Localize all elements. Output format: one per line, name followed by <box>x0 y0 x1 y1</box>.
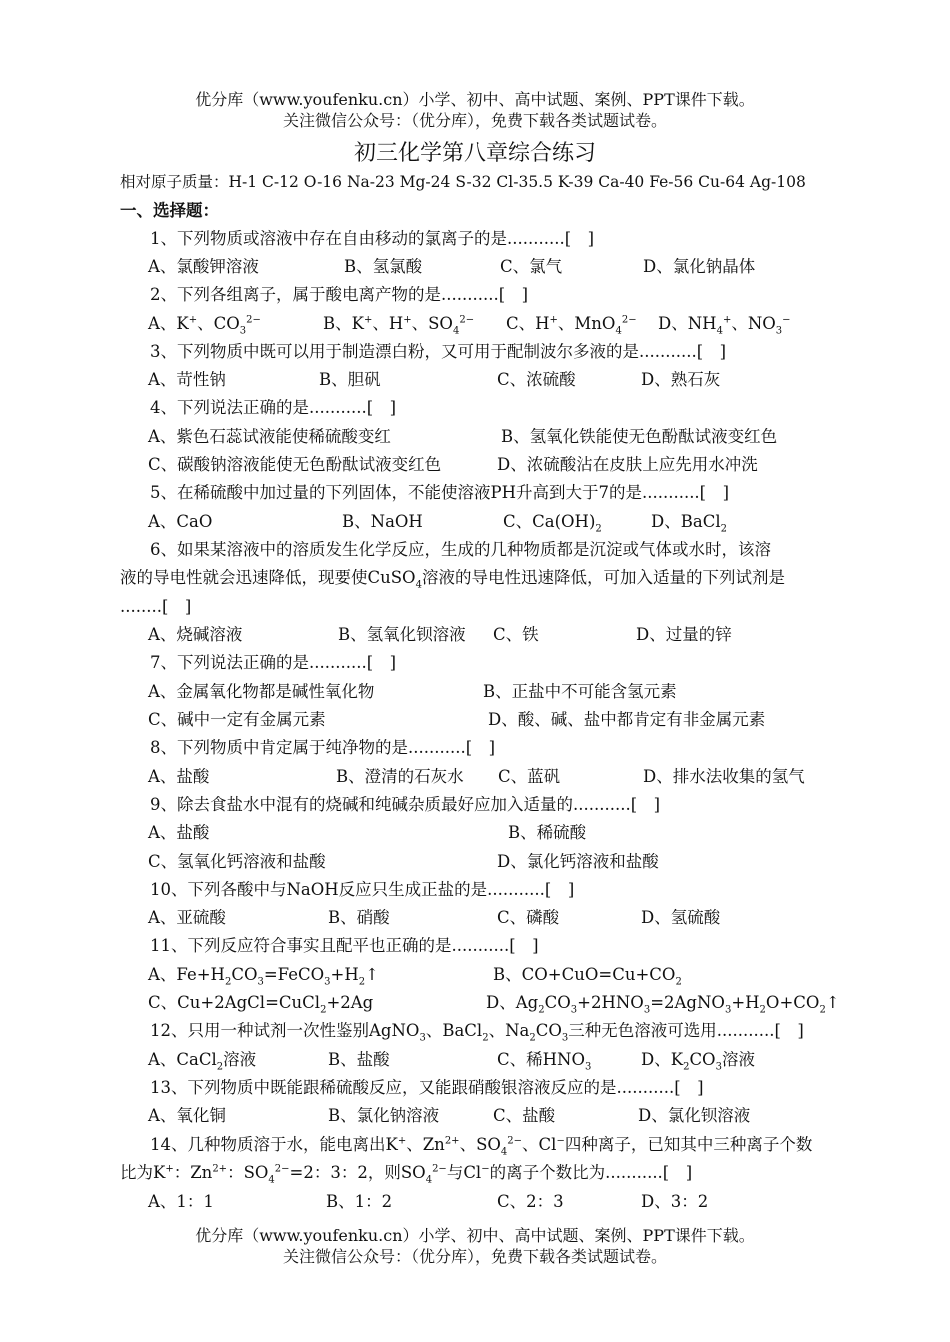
question-6-stem-line2: 液的导电性就会迅速降低，现要使CuSO$_4$溶液的导电性迅速降低，可加入适量的下列试剂是 <box>120 568 785 591</box>
question-12-stem: 12、只用一种试剂一次性鉴别AgNO$_3$、BaCl$_2$、$Na_2CO_3$三种无色溶液可选用...........[ ] <box>150 1021 804 1044</box>
option-b: B、$CO+CuO=Cu+CO_2$ <box>493 965 682 988</box>
question-6-stem-line3: ........[ ] <box>120 597 192 616</box>
question-1-stem: 1、下列物质或溶液中存在自由移动的氯离子的是...........[ ] <box>150 229 595 248</box>
option-d: D、氯化钠晶体 <box>643 257 756 276</box>
option-c: C、2：3 <box>497 1192 564 1211</box>
option-c: C、铁 <box>493 625 539 644</box>
header-line-2: 关注微信公众号：（优分库），免费下载各类试题试卷。 <box>282 111 667 130</box>
option-c: C、蓝矾 <box>498 767 561 786</box>
option-b: B、氢氯酸 <box>344 257 423 276</box>
option-b: B、澄清的石灰水 <box>336 767 464 786</box>
option-a: A、烧碱溶液 <box>148 625 243 644</box>
option-b: B、氢氧化钡溶液 <box>338 625 466 644</box>
option-b: B、氯化钠溶液 <box>328 1106 440 1125</box>
question-14-stem-line2: 比为K+：$Zn^{2+}$：$SO_4^{2-}=2$：3：2，则$SO_4^{2-}$与Cl−的离子个数比为...........[ ] <box>120 1163 693 1186</box>
option-b: B、NaOH <box>342 512 423 531</box>
page-title: 初三化学第八章综合练习 <box>353 141 596 166</box>
option-b: B、盐酸 <box>328 1050 390 1069</box>
option-d: D、浓硫酸沾在皮肤上应先用水冲洗 <box>497 455 758 474</box>
option-c: C、氢氧化钙溶液和盐酸 <box>148 852 326 871</box>
option-a: A、氯酸钾溶液 <box>148 257 259 276</box>
option-d: D、熟石灰 <box>641 370 721 389</box>
question-14-stem-line1: 14、几种物质溶于水，能电离出K+、$Zn^{2+}$、$SO_4^{2-}$、Cl−四种离子，已知其中三种离子个数 <box>150 1135 813 1158</box>
atomic-mass-line: 相对原子质量：H-1 C-12 O-16 Na-23 Mg-24 S-32 Cl-35.5 K-39 Ca-40 Fe-56 Cu-64 Ag-108 <box>120 173 806 191</box>
option-c: C、稀$HNO_3$ <box>497 1050 592 1073</box>
option-a: A、金属氧化物都是碱性氧化物 <box>148 682 375 701</box>
option-d: D、3：2 <box>641 1192 709 1211</box>
option-d: D、$K_2CO_3$溶液 <box>641 1050 755 1073</box>
option-c: C、碱中一定有金属元素 <box>148 710 326 729</box>
question-4-stem: 4、下列说法正确的是...........[ ] <box>150 398 397 417</box>
footer-line-1: 优分库（www.youfenku.cn）小学、初中、高中试题、案例、PPT课件下载。 <box>195 1226 755 1245</box>
option-c: C、Cu+2AgCl=CuCl$_2$+2Ag <box>148 993 374 1016</box>
option-a: A、$Fe+H_2CO_3=FeCO_3+H_2↑$ <box>148 965 379 988</box>
option-d: D、过量的锌 <box>636 625 732 644</box>
option-c: C、$Ca(OH)_2$ <box>503 512 602 535</box>
footer-line-2: 关注微信公众号：（优分库），免费下载各类试题试卷。 <box>282 1247 667 1266</box>
option-d: D、排水法收集的氢气 <box>643 767 805 786</box>
question-2-stem: 2、下列各组离子，属于酸电离产物的是...........[ ] <box>150 285 529 304</box>
option-c: C、浓硫酸 <box>497 370 576 389</box>
option-d: D、$Ag_2CO_3+2HNO_3=2AgNO_3+H_2O+CO_2↑$ <box>486 993 840 1016</box>
option-b: B、氢氧化铁能使无色酚酞试液变红色 <box>501 427 778 446</box>
option-c: C、H+、MnO$_4^{2-}$ <box>506 314 637 337</box>
option-d: D、BaCl$_2$ <box>651 512 727 535</box>
option-a: A、K+、$CO_3^{2-}$ <box>148 314 261 337</box>
option-a: A、氧化铜 <box>148 1106 226 1125</box>
question-7-stem: 7、下列说法正确的是...........[ ] <box>150 653 397 672</box>
option-d: D、氢硫酸 <box>641 908 721 927</box>
question-9-stem: 9、除去食盐水中混有的烧碱和纯碱杂质最好应加入适量的...........[ ] <box>150 795 661 814</box>
option-c: C、氯气 <box>500 257 563 276</box>
option-d: D、氯化钙溶液和盐酸 <box>497 852 659 871</box>
option-d: D、$NH_4^+$、$NO_3^-$ <box>658 314 791 337</box>
question-13-stem: 13、下列物质中既能跟稀硫酸反应，又能跟硝酸银溶液反应的是...........[ ] <box>150 1078 704 1097</box>
question-6-stem-line1: 6、如果某溶液中的溶质发生化学反应，生成的几种物质都是沉淀或气体或水时，该溶 <box>150 540 771 559</box>
option-a: A、亚硫酸 <box>148 908 226 927</box>
option-a: A、CaCl$_2$溶液 <box>148 1050 257 1073</box>
option-a: A、盐酸 <box>148 767 210 786</box>
option-b: B、1：2 <box>326 1192 393 1211</box>
option-c: C、磷酸 <box>497 908 560 927</box>
option-c: C、碳酸钠溶液能使无色酚酞试液变红色 <box>148 455 442 474</box>
option-d: D、氯化钡溶液 <box>638 1106 751 1125</box>
option-a: A、苛性钠 <box>148 370 226 389</box>
option-b: B、硝酸 <box>328 908 390 927</box>
question-11-stem: 11、下列反应符合事实且配平也正确的是...........[ ] <box>150 936 539 955</box>
option-a: A、CaO <box>148 512 213 531</box>
header-line-1: 优分库（www.youfenku.cn）小学、初中、高中试题、案例、PPT课件下载。 <box>195 90 755 109</box>
question-5-stem: 5、在稀硫酸中加过量的下列固体，不能使溶液PH升高到大于7的是...........[ ] <box>150 483 730 502</box>
question-10-stem: 10、下列各酸中与NaOH反应只生成正盐的是...........[ ] <box>150 880 575 899</box>
question-3-stem: 3、下列物质中既可以用于制造漂白粉，又可用于配制波尔多液的是...........[ ] <box>150 342 727 361</box>
option-c: C、盐酸 <box>493 1106 556 1125</box>
option-a: A、盐酸 <box>148 823 210 842</box>
option-a: A、紫色石蕊试液能使稀硫酸变红 <box>148 427 391 446</box>
option-b: B、稀硫酸 <box>508 823 587 842</box>
option-b: B、正盐中不可能含氢元素 <box>483 682 677 701</box>
option-d: D、酸、碱、盐中都肯定有非金属元素 <box>488 710 766 729</box>
section-heading: 一、选择题： <box>120 201 219 220</box>
option-b: B、胆矾 <box>319 370 381 389</box>
question-8-stem: 8、下列物质中肯定属于纯净物的是...........[ ] <box>150 738 496 757</box>
option-a: A、1：1 <box>148 1192 214 1211</box>
option-b: B、K+、H+、$SO_4^{2-}$ <box>323 314 475 337</box>
